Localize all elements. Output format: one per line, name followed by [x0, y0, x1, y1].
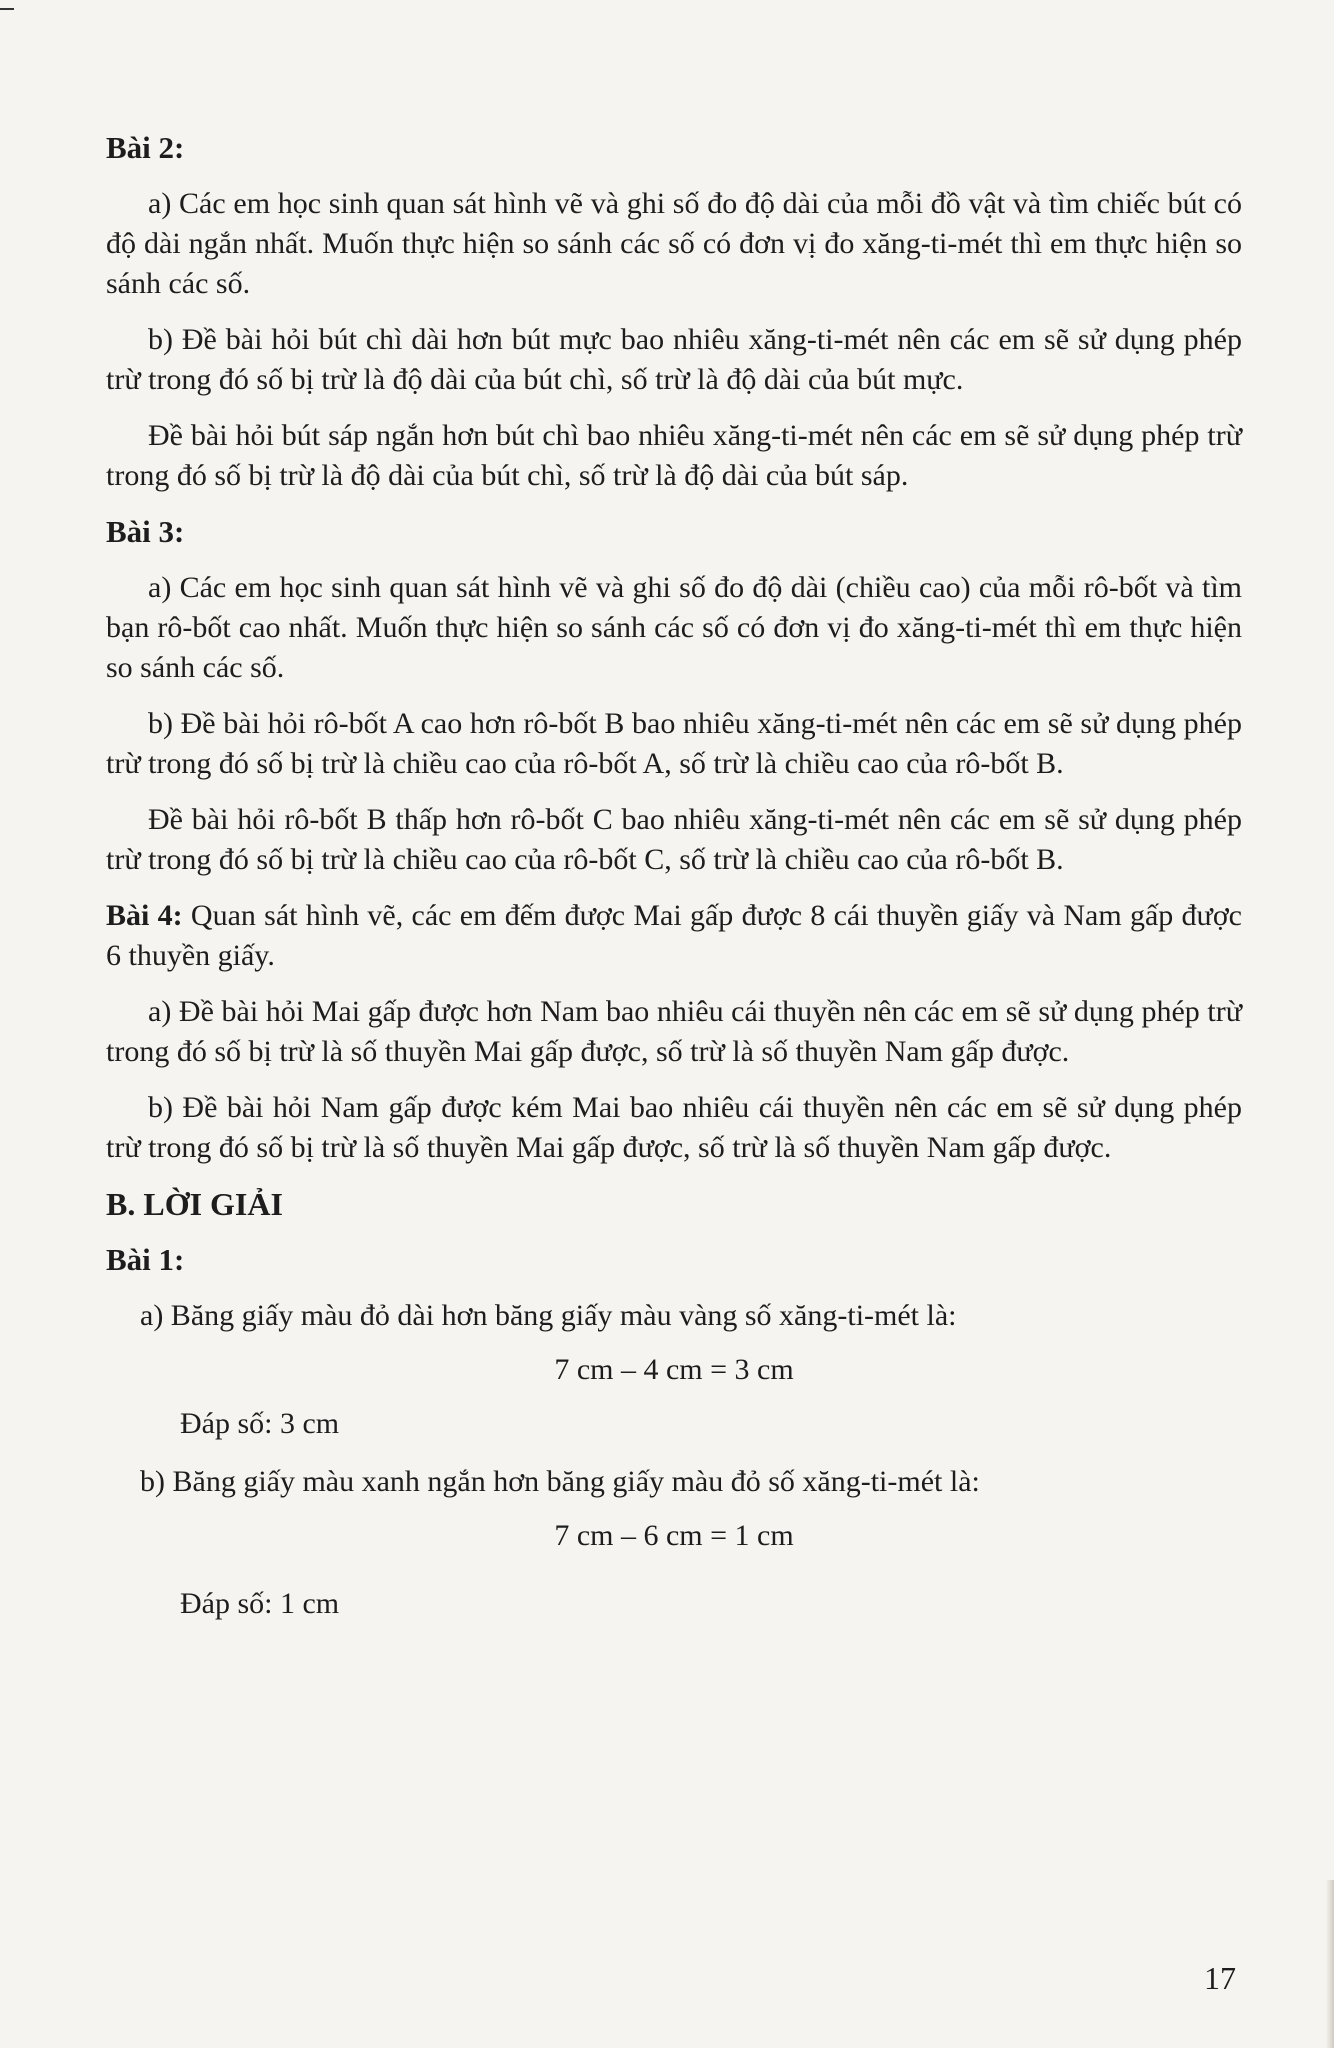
edge-mark [0, 8, 14, 10]
loigiai-b-question: b) Băng giấy màu xanh ngắn hơn băng giấy màu đỏ số xăng-ti-mét là: [140, 1465, 980, 1498]
bai3-part-b1: b) Đề bài hỏi rô-bốt A cao hơn rô-bốt B bao nhiêu xăng-ti-mét nên các em sẽ sử dụng phép trừ trong đó số bị trừ là chiều cao của rô-bốt A, số trừ là chiều cao của rô-bốt B. [106, 707, 1242, 780]
bai3-heading: Bài 3: [106, 514, 185, 549]
loigiai-a-answer: Đáp số: 3 cm [180, 1407, 340, 1440]
bai4-intro: Quan sát hình vẽ, các em đếm được Mai gấp được 8 cái thuyền giấy và Nam gấp được 6 thuyền giấy. [106, 899, 1242, 972]
bai4-part-b: b) Đề bài hỏi Nam gấp được kém Mai bao nhiêu cái thuyền nên các em sẽ sử dụng phép trừ trong đó số bị trừ là số thuyền Mai gấp được, số trừ là số thuyền Nam gấp được. [106, 1091, 1242, 1164]
loigiai-b-answer: Đáp số: 1 cm [180, 1587, 340, 1620]
bai4-intro-paragraph [106, 896, 1242, 976]
loigiai-b-equation: 7 cm – 6 cm = 1 cm [554, 1519, 794, 1552]
bai4-heading: Bài 4: [106, 899, 183, 932]
page-number: 17 [1204, 1960, 1236, 1996]
loigiai-a-equation: 7 cm – 4 cm = 3 cm [554, 1353, 794, 1386]
loigiai-heading: B. LỜI GIẢI [106, 1186, 283, 1222]
bai2-heading: Bài 2: [106, 130, 185, 165]
bai3-part-a: a) Các em học sinh quan sát hình vẽ và ghi số đo độ dài (chiều cao) của mỗi rô-bốt và tìm bạn rô-bốt cao nhất. Muốn thực hiện so sánh các số có đơn vị đo xăng-ti-mét thì em thực hiện so sánh các số. [106, 571, 1242, 684]
bai2-part-b2: Đề bài hỏi bút sáp ngắn hơn bút chì bao nhiêu xăng-ti-mét nên các em sẽ sử dụng phép trừ trong đó số bị trừ là độ dài của bút chì, số trừ là độ dài của bút sáp. [106, 419, 1242, 492]
page-spine-shadow [1326, 1880, 1334, 2048]
loigiai-a-question: a) Băng giấy màu đỏ dài hơn băng giấy màu vàng số xăng-ti-mét là: [140, 1299, 957, 1332]
loigiai-bai1-heading: Bài 1: [106, 1242, 185, 1277]
bai4-part-a: a) Đề bài hỏi Mai gấp được hơn Nam bao nhiêu cái thuyền nên các em sẽ sử dụng phép trừ trong đó số bị trừ là số thuyền Mai gấp được, số trừ là số thuyền Nam gấp được. [106, 995, 1242, 1068]
bai3-part-b2: Đề bài hỏi rô-bốt B thấp hơn rô-bốt C bao nhiêu xăng-ti-mét nên các em sẽ sử dụng phép trừ trong đó số bị trừ là chiều cao của rô-bốt C, số trừ là chiều cao của rô-bốt B. [106, 803, 1242, 876]
bai2-part-a: a) Các em học sinh quan sát hình vẽ và ghi số đo độ dài của mỗi đồ vật và tìm chiếc bút có độ dài ngắn nhất. Muốn thực hiện so sánh các số có đơn vị đo xăng-ti-mét thì em thực hiện so sánh các số. [106, 187, 1242, 300]
bai2-part-b1: b) Đề bài hỏi bút chì dài hơn bút mực bao nhiêu xăng-ti-mét nên các em sẽ sử dụng phép trừ trong đó số bị trừ là độ dài của bút chì, số trừ là độ dài của bút mực. [106, 323, 1242, 396]
document-page [106, 128, 1242, 1642]
